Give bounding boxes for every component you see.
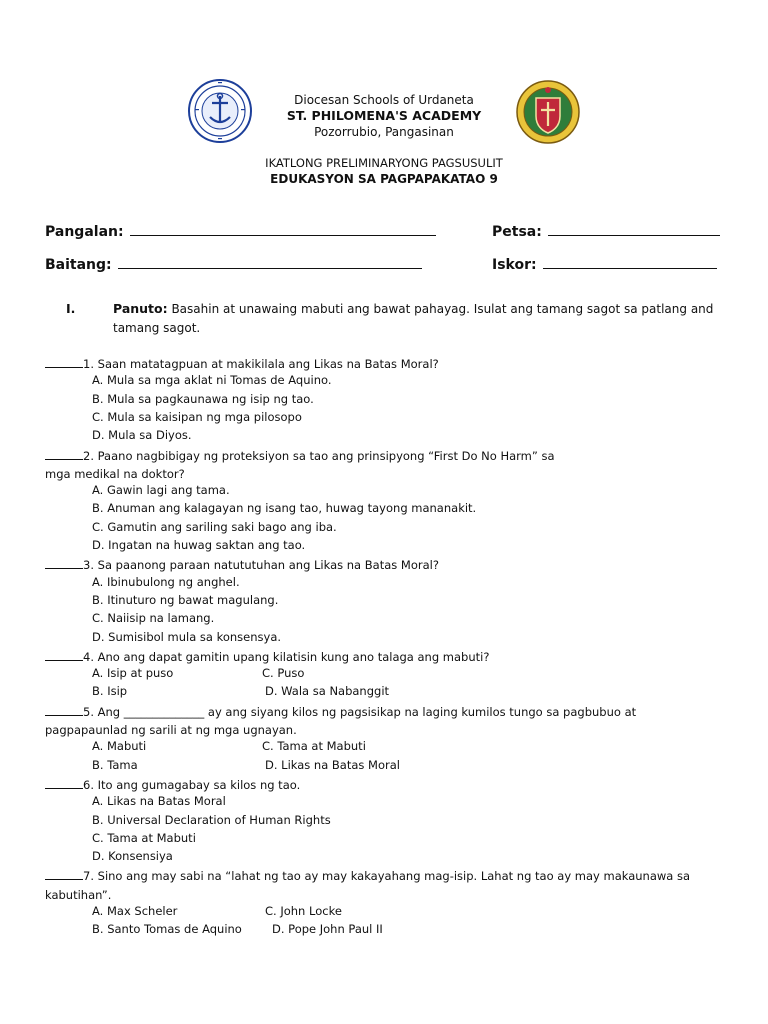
date-label: Petsa: [492,224,542,240]
question-number: 7. [83,869,98,884]
question-text: Paano nagbibigay ng proteksiyon sa tao ang prinsipyong “First Do No Harm” sa [97,448,555,463]
question-text: Sino ang may sabi na “lahat ng tao ay may kakayahang mag-isip. Lahat ng tao ay may makaunawa sa [97,869,691,884]
question-5 [45,703,636,721]
choice-option: A. Isip at puso [92,666,174,681]
question-number: 6. [83,777,98,792]
question-text: Ito ang gumagabay sa kilos ng tao. [97,777,301,792]
choice-option: D. Sumisibol mula sa konsensya. [92,629,282,644]
question-7-continuation [45,886,111,904]
answer-blank[interactable] [45,703,83,716]
choice-option: A. Mula sa mga aklat ni Tomas de Aquino. [92,373,332,388]
answer-blank[interactable] [45,648,83,661]
choice-option: B. Isip [92,684,128,699]
instructions-text: Basahin at unawaing mabuti ang bawat pahayag. Isulat ang tamang sagot sa patlang and tamang sagot. [113,302,714,335]
choice-option: A. Ibinubulong ng anghel. [92,574,240,589]
score-field [492,254,717,273]
question-2 [45,447,555,465]
question-1 [45,355,439,373]
question-text: Saan matatagpuan at makikilala ang Likas na Batas Moral? [97,357,439,371]
choice-option: B. Anuman ang kalagayan ng isang tao, huwag tayong mananakit. [92,501,477,516]
choice-option: C. Gamutin ang sariling saki bago ang iba. [92,519,337,534]
instructions [113,300,723,337]
choice-option: B. Universal Declaration of Human Rights [92,812,331,827]
question-6 [45,776,300,794]
choice-option: D. Wala sa Nabanggit [265,684,390,699]
instructions-label: Panuto: [113,301,168,316]
score-blank[interactable] [543,254,717,269]
choice-option: D. Konsensiya [92,849,173,864]
subject-title: EDUKASYON SA PAGPAPAKATAO 9 [270,172,498,186]
diocese-name: Diocesan Schools of Urdaneta [294,93,474,107]
question-text: Ang ______________ ay ang siyang kilos ng pagsisikap na laging kumilos tungo sa pagbubuo at [97,704,637,719]
choice-option: C. Tama at Mabuti [92,830,196,845]
answer-blank[interactable] [45,355,83,368]
choice-option: D. Likas na Batas Moral [265,757,400,772]
choice-option: C. Mula sa kaisipan ng mga pilosopo [92,409,302,424]
choice-option: D. Mula sa Diyos. [92,428,192,443]
date-field [492,221,720,240]
question-text: Ano ang dapat gamitin upang kilatisin kung ano talaga ang mabuti? [97,649,490,664]
choice-option: B. Itinuturo ng bawat magulang. [92,592,279,607]
choice-option: D. Ingatan na huwag saktan ang tao. [92,538,306,552]
choice-option: D. Pope John Paul II [272,922,383,937]
question-text: Sa paanong paraan natututuhan ang Likas na Batas Moral? [97,558,439,573]
grade-blank[interactable] [118,254,422,269]
section-number: I. [66,301,76,316]
question-4 [45,648,489,666]
choice-option: C. Puso [262,666,305,681]
grade-field [45,254,422,273]
question-number: 4. [83,649,98,664]
choice-option: A. Likas na Batas Moral [92,794,226,809]
school-location: Pozorrubio, Pangasinan [314,125,454,139]
exam-title: IKATLONG PRELIMINARYONG PAGSUSULIT [265,156,503,170]
question-text: pagpapaunlad ng sarili at ng mga ugnayan. [45,723,297,737]
answer-blank[interactable] [45,776,83,789]
question-7 [45,867,690,885]
choice-option: A. Gawin lagi ang tama. [92,483,230,498]
answer-blank[interactable] [45,867,83,880]
choice-option: C. Naiisip na lamang. [92,611,215,626]
score-label: Iskor: [492,257,537,273]
choice-option: C. John Locke [265,904,342,918]
school-name: ST. PHILOMENA'S ACADEMY [286,108,482,123]
choice-option: B. Santo Tomas de Aquino [92,922,242,937]
answer-blank[interactable] [45,556,83,569]
question-number: 5. [83,704,98,719]
choice-option: A. Mabuti [92,739,147,754]
question-number: 2. [83,448,98,463]
question-number: 1. [83,357,98,371]
question-number: 3. [83,558,98,573]
question-text: mga medikal na doktor? [45,466,185,481]
name-blank[interactable] [130,221,436,236]
grade-label: Baitang: [45,257,112,273]
choice-option: B. Tama [92,757,138,772]
answer-blank[interactable] [45,447,83,460]
choice-option: C. Tama at Mabuti [262,739,366,754]
name-field [45,221,436,240]
choice-option: A. Max Scheler [92,904,178,918]
question-2-continuation [45,465,185,483]
choice-option: B. Mula sa pagkaunawa ng isip ng tao. [92,391,314,406]
question-5-continuation [45,721,297,739]
name-label: Pangalan: [45,224,124,240]
question-3 [45,556,439,574]
question-text: kabutihan”. [45,887,112,902]
date-blank[interactable] [548,221,720,236]
